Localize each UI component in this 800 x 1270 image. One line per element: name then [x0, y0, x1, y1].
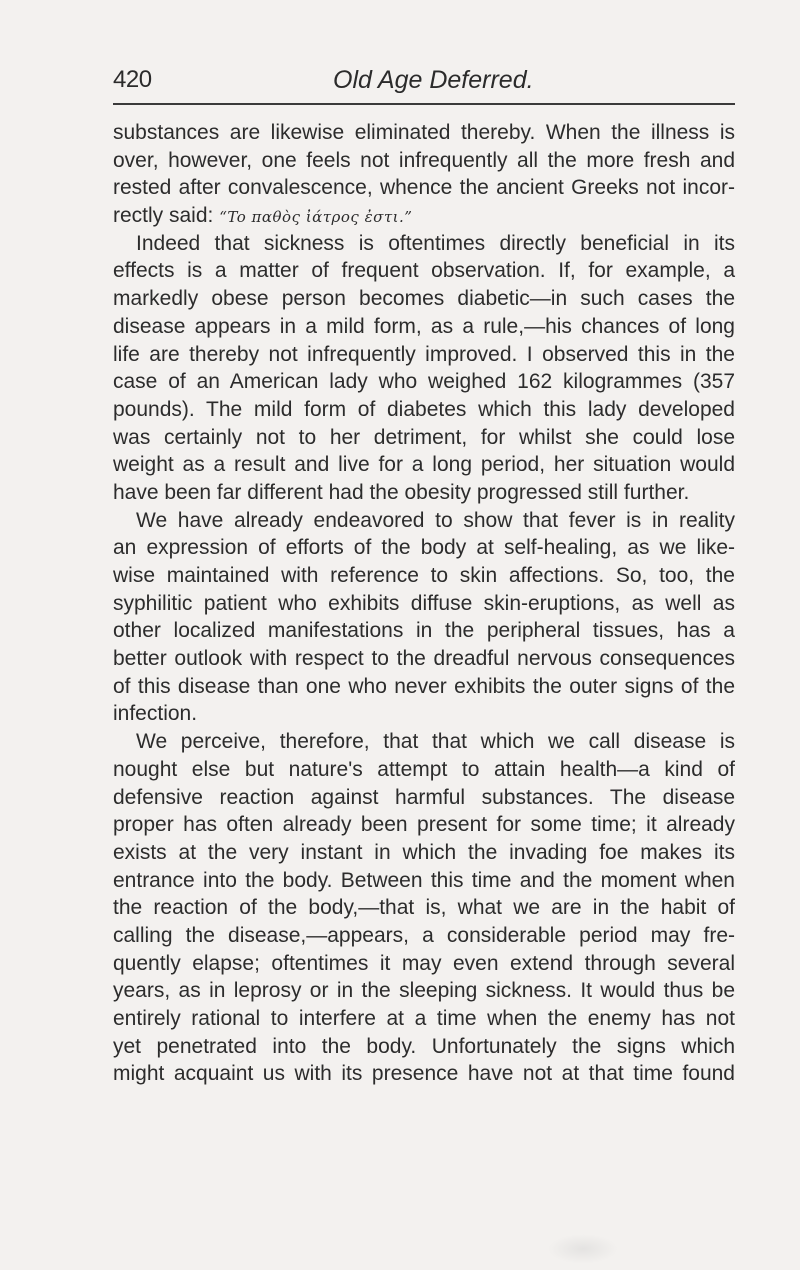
body-text — [113, 119, 735, 1088]
text-line: life are thereby not infrequently improved. I observed this in the — [113, 342, 735, 366]
text-line: exists at the very instant in which the invading foe makes its — [113, 840, 735, 864]
text-line: might acquaint us with its presence have not at that time found — [113, 1062, 735, 1086]
text-line: markedly obese person becomes diabetic—in such cases the — [113, 287, 735, 311]
text-line: the reaction of the body,—that is, what we are in the habit of — [113, 896, 735, 920]
text-line: substances are likewise eliminated thereby. When the illness is — [113, 121, 735, 144]
text-line: years, as in leprosy or in the sleeping sickness. It would thus be — [113, 979, 735, 1003]
paragraph-start: We have already endeavored to show that fever is in reality — [136, 508, 735, 532]
text-line: have been far different had the obesity progressed still further. — [113, 480, 690, 504]
text-line: was certainly not to her detriment, for whilst she could lose — [113, 425, 735, 449]
text-line: of this disease than one who never exhibits the outer signs of the — [113, 674, 735, 698]
header-rule — [113, 103, 735, 105]
text-line: other localized manifestations in the peripheral tissues, has a — [113, 619, 735, 643]
paragraph-start: Indeed that sickness is oftentimes directly beneficial in its — [136, 231, 735, 255]
text-line: rested after convalescence, whence the ancient Greeks not incor- — [113, 176, 735, 200]
text-line: an expression of efforts of the body at self-healing, as we like- — [113, 536, 735, 560]
text-line: proper has often already been present for some time; it already — [113, 813, 735, 837]
text-line: weight as a result and live for a long period, her situation would — [113, 453, 735, 477]
text-line: syphilitic patient who exhibits diffuse skin-eruptions, as well as — [113, 591, 735, 615]
text-line: effects is a matter of frequent observation. If, for example, a — [113, 259, 735, 283]
running-title: Old Age Deferred. — [333, 66, 534, 94]
text-line: quently elapse; oftentimes it may even extend through several — [113, 951, 735, 975]
text-line: yet penetrated into the body. Unfortunately the signs which — [113, 1034, 735, 1058]
text-line: pounds). The mild form of diabetes which this lady developed — [113, 397, 735, 421]
greek-quote: “To παθὸς ἰάτρος ἐστι.” — [219, 208, 413, 227]
page-header — [113, 66, 735, 102]
text-line: entirely rational to interfere at a time when the enemy has not — [113, 1007, 735, 1030]
text-line: defensive reaction against harmful substances. The disease — [113, 785, 735, 809]
page-number: 420 — [113, 66, 152, 93]
paper-smudge — [548, 1234, 618, 1264]
text-line-with-quote — [113, 202, 735, 230]
text-line: wise maintained with reference to skin affections. So, too, the — [113, 564, 735, 587]
paragraph-start: We perceive, therefore, that that which we call disease is — [136, 730, 735, 754]
text-line: infection. — [113, 702, 198, 726]
text-line: rectly said: — [113, 204, 214, 228]
text-line: nought else but nature's attempt to attain health—a kind of — [113, 757, 735, 781]
text-line: better outlook with respect to the dreadful nervous consequences — [113, 647, 735, 671]
text-line: calling the disease,—appears, a considerable period may fre- — [113, 923, 735, 947]
text-line: entrance into the body. Between this time and the moment when — [113, 868, 735, 892]
text-line: case of an American lady who weighed 162 kilogrammes (357 — [113, 370, 735, 394]
text-line: disease appears in a mild form, as a rule,—his chances of long — [113, 314, 735, 338]
text-line: over, however, one feels not infrequently all the more fresh and — [113, 148, 735, 172]
